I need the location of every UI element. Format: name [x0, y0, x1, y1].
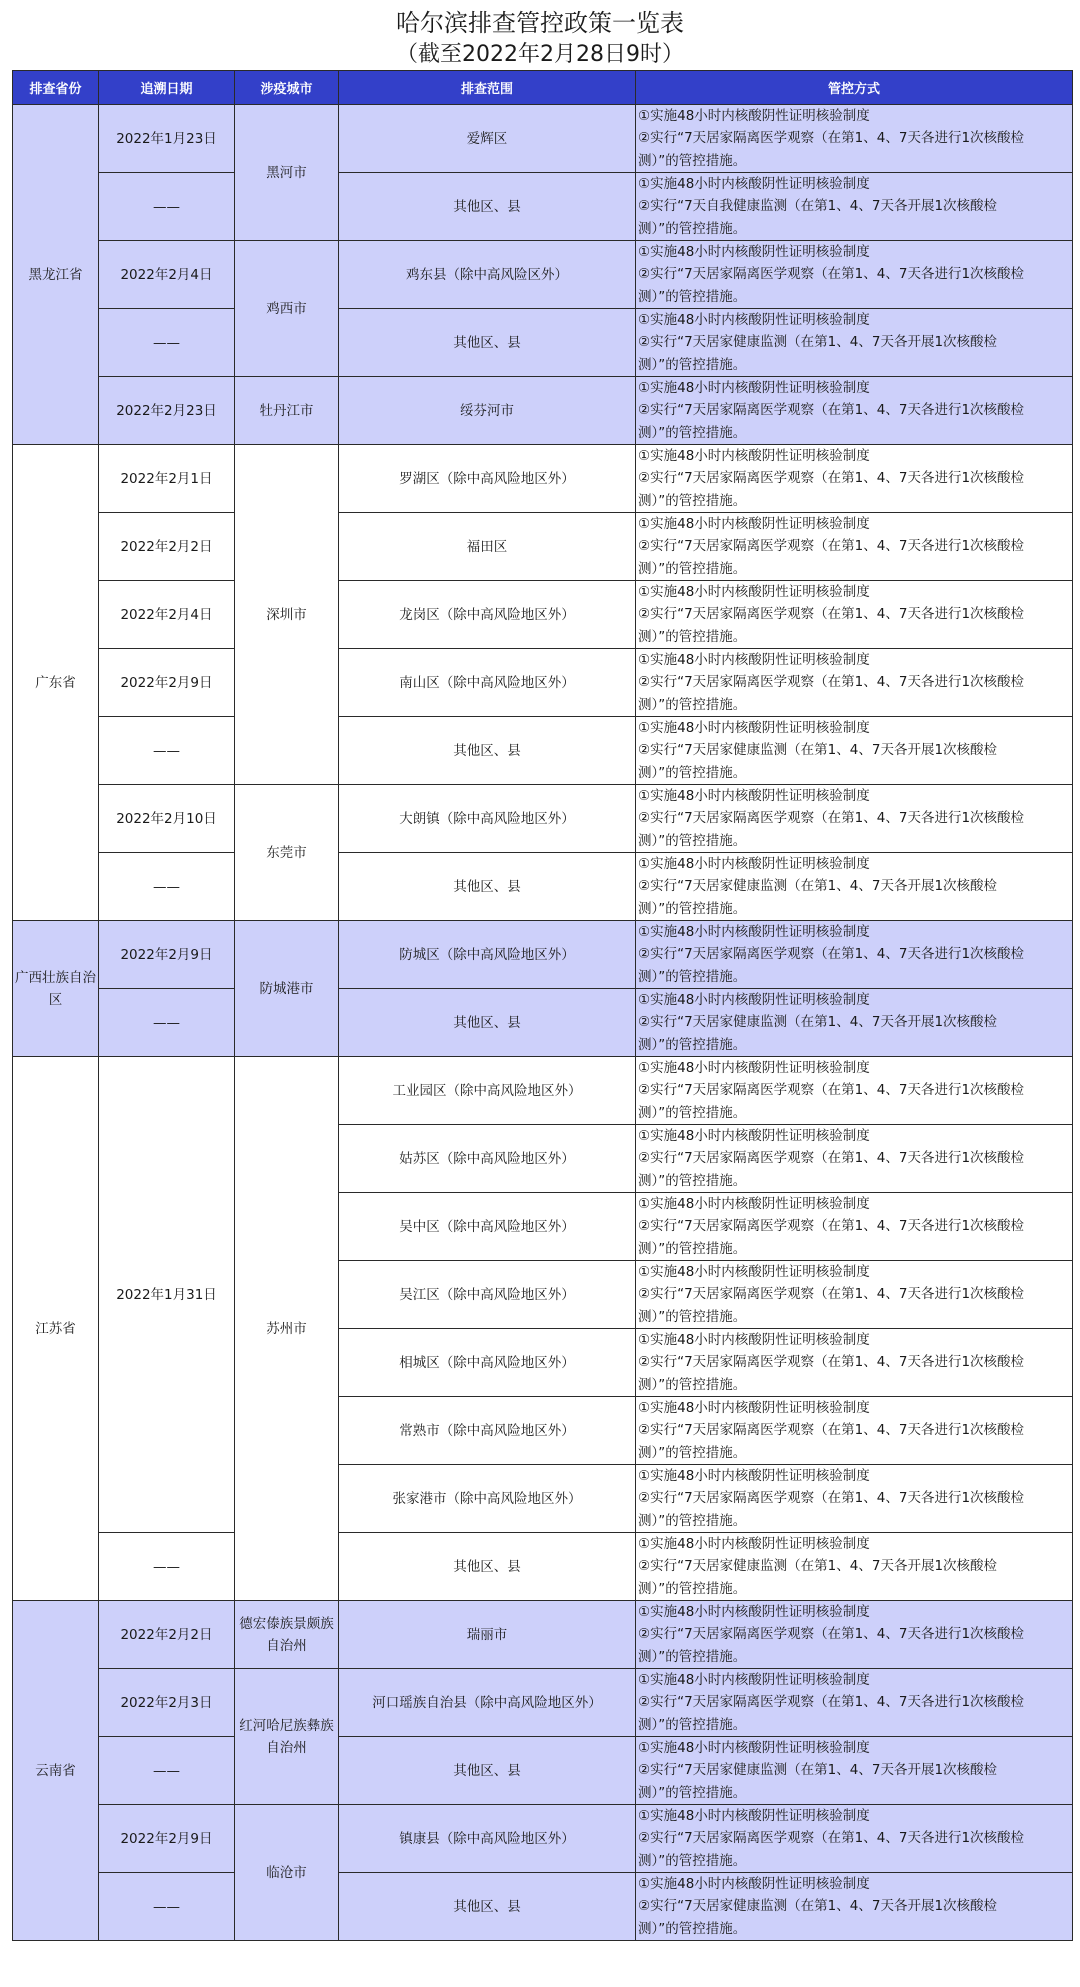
method-cell: ①实施48小时内核酸阴性证明核验制度 ②实行“7天居家隔离医学观察（在第1、4、7天各进行1次核酸检 测）”的管控措施。 — [636, 1125, 1073, 1193]
range-cell: 鸡东县（除中高风险区外） — [339, 241, 636, 309]
table-row — [13, 105, 1073, 173]
city-cell: 黑河市 — [235, 105, 339, 241]
city-cell: 临沧市 — [235, 1805, 339, 1941]
date-cell: 2022年2月2日 — [99, 1601, 235, 1669]
city-cell: 牡丹江市 — [235, 377, 339, 445]
method-cell: ①实施48小时内核酸阴性证明核验制度 ②实行“7天居家隔离医学观察（在第1、4、7天各进行1次核酸检 测）”的管控措施。 — [636, 785, 1073, 853]
city-cell: 苏州市 — [235, 1057, 339, 1601]
method-cell: ①实施48小时内核酸阴性证明核验制度 ②实行“7天居家隔离医学观察（在第1、4、7天各进行1次核酸检 测）”的管控措施。 — [636, 649, 1073, 717]
table-row — [13, 1057, 1073, 1125]
header-method: 管控方式 — [636, 71, 1073, 105]
date-cell: —— — [99, 173, 235, 241]
date-cell: 2022年1月31日 — [99, 1057, 235, 1533]
table-row — [13, 241, 1073, 309]
date-cell: 2022年2月1日 — [99, 445, 235, 513]
range-cell: 防城区（除中高风险地区外） — [339, 921, 636, 989]
policy-table — [12, 70, 1073, 1941]
method-cell: ①实施48小时内核酸阴性证明核验制度 ②实行“7天居家隔离医学观察（在第1、4、7天各进行1次核酸检 测）”的管控措施。 — [636, 1397, 1073, 1465]
province-cell: 广西壮族自治区 — [13, 921, 99, 1057]
method-cell: ①实施48小时内核酸阴性证明核验制度 ②实行“7天居家健康监测（在第1、4、7天各开展1次核酸检 测）”的管控措施。 — [636, 717, 1073, 785]
range-cell: 绥芬河市 — [339, 377, 636, 445]
method-cell: ①实施48小时内核酸阴性证明核验制度 ②实行“7天居家隔离医学观察（在第1、4、7天各进行1次核酸检 测）”的管控措施。 — [636, 1261, 1073, 1329]
date-cell: —— — [99, 1873, 235, 1941]
method-cell: ①实施48小时内核酸阴性证明核验制度 ②实行“7天居家健康监测（在第1、4、7天各开展1次核酸检 测）”的管控措施。 — [636, 989, 1073, 1057]
date-cell: —— — [99, 1737, 235, 1805]
method-cell: ①实施48小时内核酸阴性证明核验制度 ②实行“7天居家隔离医学观察（在第1、4、7天各进行1次核酸检 测）”的管控措施。 — [636, 921, 1073, 989]
method-cell: ①实施48小时内核酸阴性证明核验制度 ②实行“7天自我健康监测（在第1、4、7天各开展1次核酸检 测）”的管控措施。 — [636, 173, 1073, 241]
city-cell: 东莞市 — [235, 785, 339, 921]
method-cell: ①实施48小时内核酸阴性证明核验制度 ②实行“7天居家隔离医学观察（在第1、4、7天各进行1次核酸检 测）”的管控措施。 — [636, 1465, 1073, 1533]
date-cell: 2022年2月2日 — [99, 513, 235, 581]
date-cell: —— — [99, 989, 235, 1057]
table-row — [13, 513, 1073, 581]
range-cell: 其他区、县 — [339, 1737, 636, 1805]
range-cell: 相城区（除中高风险地区外） — [339, 1329, 636, 1397]
date-cell: —— — [99, 717, 235, 785]
table-row — [13, 1805, 1073, 1873]
table-row — [13, 1533, 1073, 1601]
table-row — [13, 921, 1073, 989]
method-cell: ①实施48小时内核酸阴性证明核验制度 ②实行“7天居家隔离医学观察（在第1、4、7天各进行1次核酸检 测）”的管控措施。 — [636, 1601, 1073, 1669]
table-row — [13, 989, 1073, 1057]
range-cell: 其他区、县 — [339, 853, 636, 921]
date-cell: 2022年2月4日 — [99, 581, 235, 649]
table-row — [13, 785, 1073, 853]
range-cell: 姑苏区（除中高风险地区外） — [339, 1125, 636, 1193]
table-row — [13, 173, 1073, 241]
table-row — [13, 445, 1073, 513]
city-cell: 红河哈尼族彝族自治州 — [235, 1669, 339, 1805]
method-cell: ①实施48小时内核酸阴性证明核验制度 ②实行“7天居家健康监测（在第1、4、7天各开展1次核酸检 测）”的管控措施。 — [636, 1737, 1073, 1805]
method-cell: ①实施48小时内核酸阴性证明核验制度 ②实行“7天居家隔离医学观察（在第1、4、7天各进行1次核酸检 测）”的管控措施。 — [636, 513, 1073, 581]
method-cell: ①实施48小时内核酸阴性证明核验制度 ②实行“7天居家隔离医学观察（在第1、4、7天各进行1次核酸检 测）”的管控措施。 — [636, 105, 1073, 173]
date-cell: —— — [99, 853, 235, 921]
header-province: 排查省份 — [13, 71, 99, 105]
city-cell: 深圳市 — [235, 445, 339, 785]
province-cell: 黑龙江省 — [13, 105, 99, 445]
range-cell: 爱辉区 — [339, 105, 636, 173]
table-row — [13, 1873, 1073, 1941]
method-cell: ①实施48小时内核酸阴性证明核验制度 ②实行“7天居家隔离医学观察（在第1、4、7天各进行1次核酸检 测）”的管控措施。 — [636, 581, 1073, 649]
range-cell: 常熟市（除中高风险地区外） — [339, 1397, 636, 1465]
date-cell: —— — [99, 1533, 235, 1601]
date-cell: —— — [99, 309, 235, 377]
range-cell: 张家港市（除中高风险地区外） — [339, 1465, 636, 1533]
method-cell: ①实施48小时内核酸阴性证明核验制度 ②实行“7天居家隔离医学观察（在第1、4、7天各进行1次核酸检 测）”的管控措施。 — [636, 377, 1073, 445]
page-title: 哈尔滨排查管控政策一览表 — [396, 9, 684, 37]
province-cell: 云南省 — [13, 1601, 99, 1941]
table-row — [13, 309, 1073, 377]
range-cell: 瑞丽市 — [339, 1601, 636, 1669]
table-row — [13, 1737, 1073, 1805]
table-row — [13, 717, 1073, 785]
header-date: 追溯日期 — [99, 71, 235, 105]
range-cell: 河口瑶族自治县（除中高风险地区外） — [339, 1669, 636, 1737]
date-cell: 2022年1月23日 — [99, 105, 235, 173]
table-row — [13, 853, 1073, 921]
header-city: 涉疫城市 — [235, 71, 339, 105]
range-cell: 其他区、县 — [339, 173, 636, 241]
table-row — [13, 1669, 1073, 1737]
city-cell: 防城港市 — [235, 921, 339, 1057]
range-cell: 罗湖区（除中高风险地区外） — [339, 445, 636, 513]
range-cell: 其他区、县 — [339, 989, 636, 1057]
method-cell: ①实施48小时内核酸阴性证明核验制度 ②实行“7天居家隔离医学观察（在第1、4、7天各进行1次核酸检 测）”的管控措施。 — [636, 445, 1073, 513]
method-cell: ①实施48小时内核酸阴性证明核验制度 ②实行“7天居家健康监测（在第1、4、7天各开展1次核酸检 测）”的管控措施。 — [636, 1533, 1073, 1601]
method-cell: ①实施48小时内核酸阴性证明核验制度 ②实行“7天居家隔离医学观察（在第1、4、7天各进行1次核酸检 测）”的管控措施。 — [636, 241, 1073, 309]
method-cell: ①实施48小时内核酸阴性证明核验制度 ②实行“7天居家隔离医学观察（在第1、4、7天各进行1次核酸检 测）”的管控措施。 — [636, 1057, 1073, 1125]
method-cell: ①实施48小时内核酸阴性证明核验制度 ②实行“7天居家健康监测（在第1、4、7天各开展1次核酸检 测）”的管控措施。 — [636, 1873, 1073, 1941]
table-row — [13, 377, 1073, 445]
province-cell: 江苏省 — [13, 1057, 99, 1601]
range-cell: 大朗镇（除中高风险地区外） — [339, 785, 636, 853]
table-row — [13, 581, 1073, 649]
date-cell: 2022年2月9日 — [99, 649, 235, 717]
range-cell: 福田区 — [339, 513, 636, 581]
range-cell: 其他区、县 — [339, 717, 636, 785]
range-cell: 其他区、县 — [339, 1533, 636, 1601]
range-cell: 镇康县（除中高风险地区外） — [339, 1805, 636, 1873]
table-header-row — [13, 71, 1073, 105]
date-cell: 2022年2月9日 — [99, 1805, 235, 1873]
province-cell: 广东省 — [13, 445, 99, 921]
range-cell: 工业园区（除中高风险地区外） — [339, 1057, 636, 1125]
table-row — [13, 1601, 1073, 1669]
range-cell: 其他区、县 — [339, 1873, 636, 1941]
city-cell: 鸡西市 — [235, 241, 339, 377]
method-cell: ①实施48小时内核酸阴性证明核验制度 ②实行“7天居家隔离医学观察（在第1、4、7天各进行1次核酸检 测）”的管控措施。 — [636, 1805, 1073, 1873]
range-cell: 吴江区（除中高风险地区外） — [339, 1261, 636, 1329]
date-cell: 2022年2月10日 — [99, 785, 235, 853]
method-cell: ①实施48小时内核酸阴性证明核验制度 ②实行“7天居家健康监测（在第1、4、7天各开展1次核酸检 测）”的管控措施。 — [636, 309, 1073, 377]
range-cell: 龙岗区（除中高风险地区外） — [339, 581, 636, 649]
date-cell: 2022年2月3日 — [99, 1669, 235, 1737]
date-cell: 2022年2月4日 — [99, 241, 235, 309]
table-row — [13, 649, 1073, 717]
header-range: 排查范围 — [339, 71, 636, 105]
range-cell: 南山区（除中高风险地区外） — [339, 649, 636, 717]
date-cell: 2022年2月9日 — [99, 921, 235, 989]
method-cell: ①实施48小时内核酸阴性证明核验制度 ②实行“7天居家隔离医学观察（在第1、4、7天各进行1次核酸检 测）”的管控措施。 — [636, 1329, 1073, 1397]
method-cell: ①实施48小时内核酸阴性证明核验制度 ②实行“7天居家隔离医学观察（在第1、4、7天各进行1次核酸检 测）”的管控措施。 — [636, 1669, 1073, 1737]
page-subtitle: （截至2022年2月28日9时） — [396, 42, 684, 67]
range-cell: 吴中区（除中高风险地区外） — [339, 1193, 636, 1261]
city-cell: 德宏傣族景颇族自治州 — [235, 1601, 339, 1669]
range-cell: 其他区、县 — [339, 309, 636, 377]
method-cell: ①实施48小时内核酸阴性证明核验制度 ②实行“7天居家健康监测（在第1、4、7天各开展1次核酸检 测）”的管控措施。 — [636, 853, 1073, 921]
method-cell: ①实施48小时内核酸阴性证明核验制度 ②实行“7天居家隔离医学观察（在第1、4、7天各进行1次核酸检 测）”的管控措施。 — [636, 1193, 1073, 1261]
date-cell: 2022年2月23日 — [99, 377, 235, 445]
